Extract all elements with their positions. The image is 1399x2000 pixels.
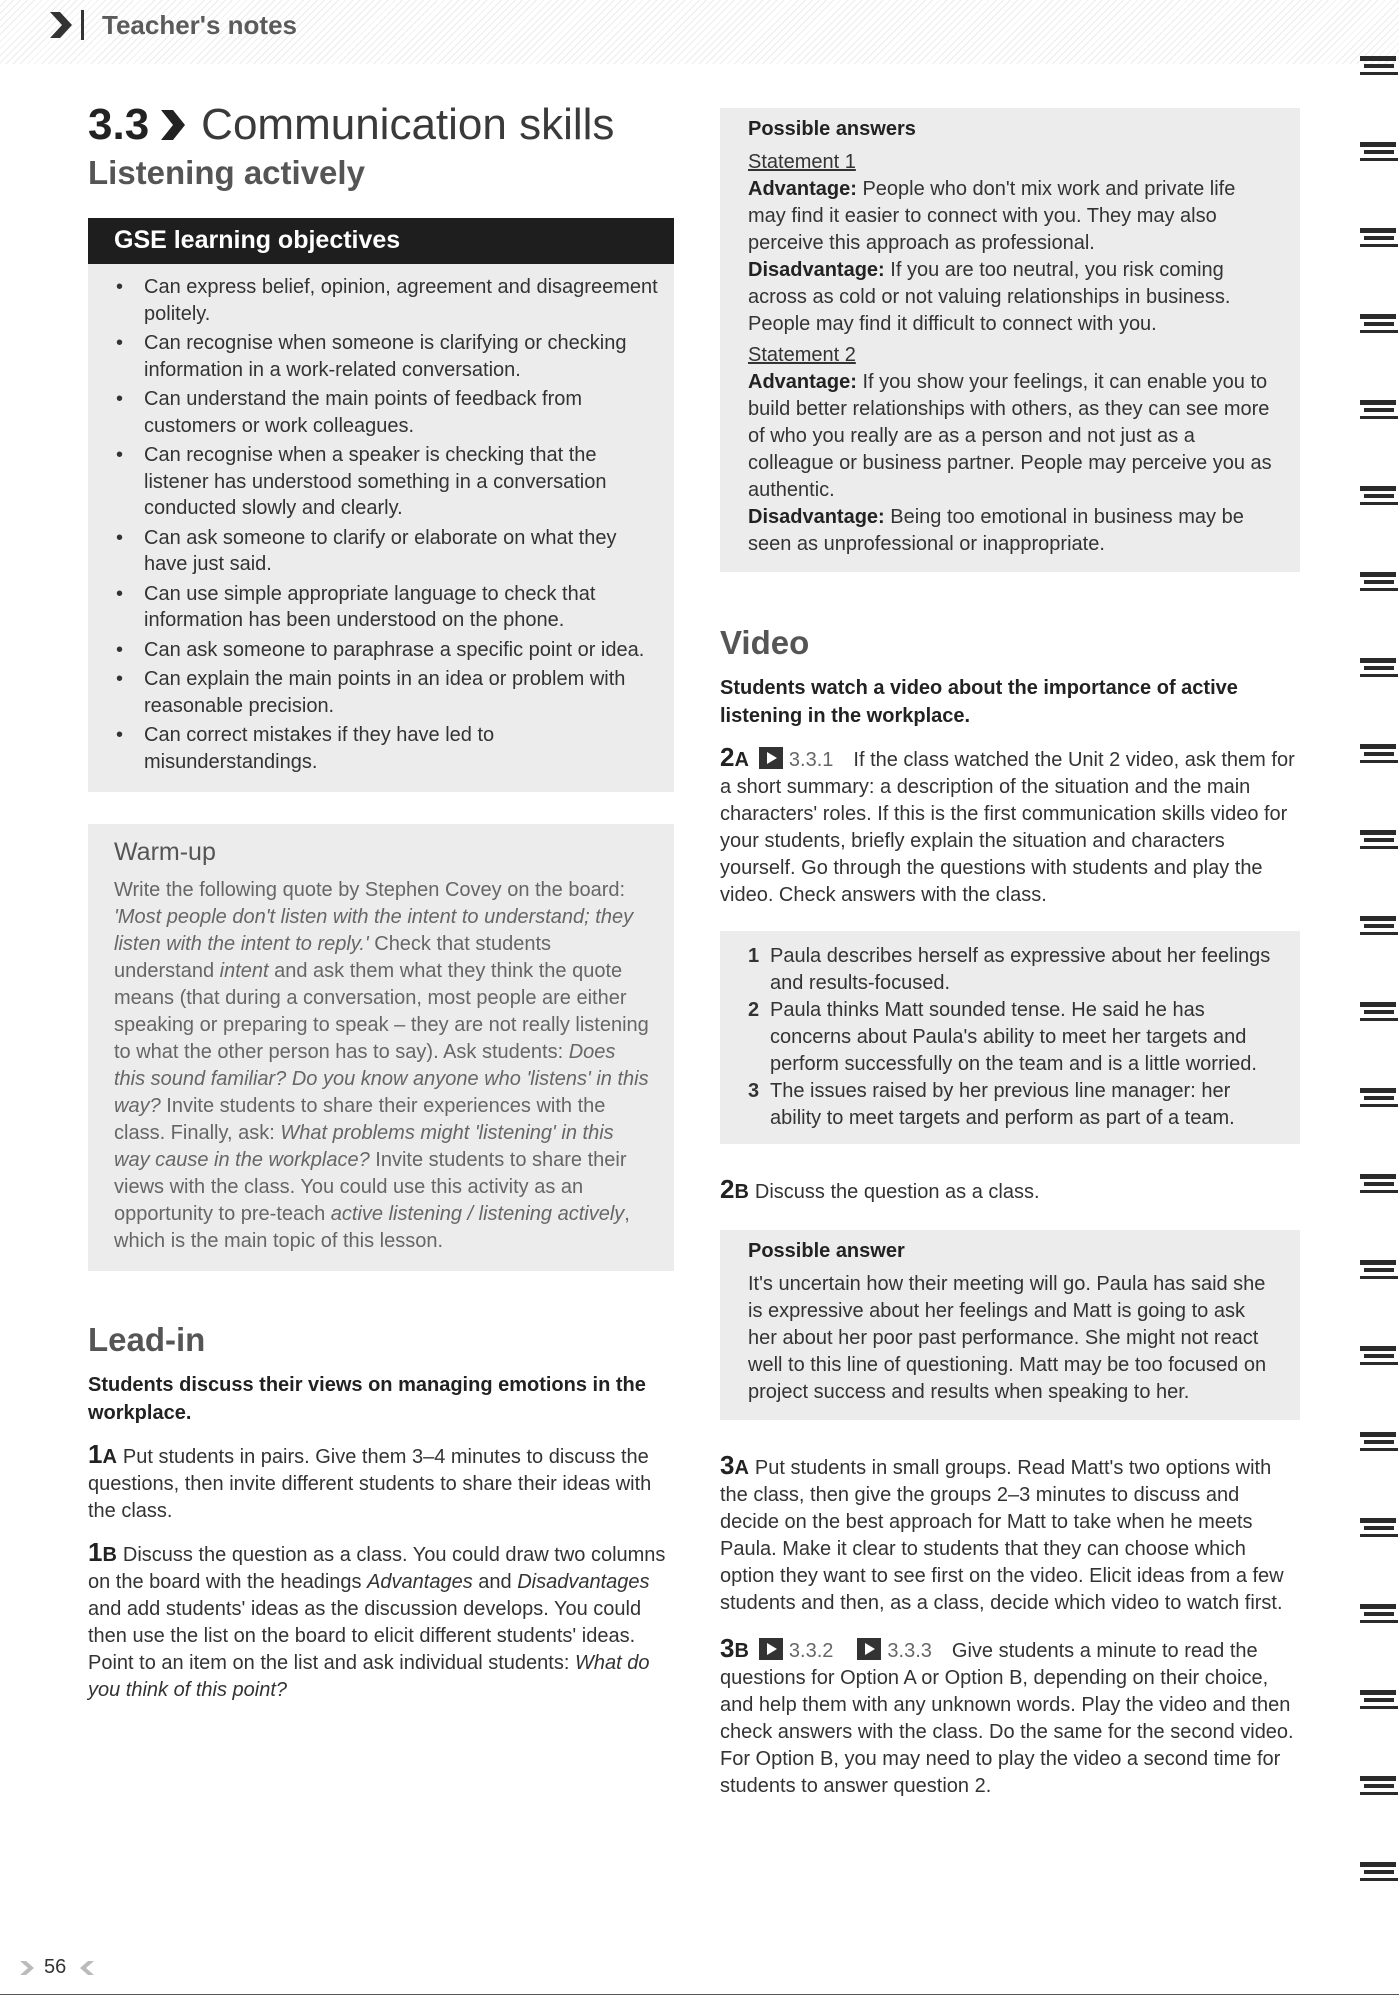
answer-item: 2 Paula thinks Matt sounded tense. He said he has concerns about Paula's ability to meet her targets and perform successfully on the team and is a little worried. [748,999,1257,1075]
possible-answer-text: It's uncertain how their meeting will go. Paula has said she is expressive about her feelings and Matt is going to ask her about her poor past performance. She might not react well to this line of questioning. Matt may be too focused on project success and results when speaking to her. [748,1273,1267,1403]
lesson-number: 3.3 [88,100,150,149]
chevron-bar-icon [48,8,88,42]
answers-2a-box [720,931,1300,1144]
possible-answers-title: Possible answers [748,118,916,140]
gse-item: • Can recognise when someone is clarifying or checking information in a work-related conversation. [116,330,660,383]
page-number: 56 [18,1956,96,1979]
statement-1-label: Statement 1 [748,151,856,173]
warmup-text: Write the following quote by Stephen Covey on the board: 'Most people don't listen with the intent to understand; they listen with the intent to reply.' Check that students understand intent and ask them what they think the quote means (that during a conversation, most people are either speaking or preparing to speak – they are not really listening to what the other person has to say). Ask students: Does this sound familiar? Do you know anyone who 'listens' in this way? Invite students to share their experiences with the class. Finally, ask: What problems might 'listening' in this way cause in the workplace? Invite students to share their views with the class. You could use this activity as an opportunity to pre-teach active listening / listening actively, which is the main topic of this lesson. [114,879,649,1252]
lesson-title-text: Communication skills [201,100,615,149]
left-column [88,100,676,1704]
gse-item: • Can understand the main points of feedback from customers or work colleagues. [116,386,660,439]
answers-2a-list [748,943,1274,1132]
gse-item: • Can correct mistakes if they have led to misunderstandings. [116,722,660,775]
answer-item: 3 The issues raised by her previous line manager: her ability to meet targets and perform as part of a team. [748,1080,1235,1129]
possible-answer-2b-box [720,1230,1300,1420]
statement-1-advantage: Advantage: People who don't mix work and private life may find it easier to connect with you. They may also perceive this approach as professional. [748,178,1236,254]
chevron-right-icon [159,108,187,142]
video-title: Video [720,624,810,661]
gse-item: • Can ask someone to paraphrase a specific point or idea. [116,637,660,664]
gse-objectives-box [88,218,674,792]
video-play-icon [857,1638,881,1660]
answer-item: 1 Paula describes herself as expressive about her feelings and results-focused. [748,945,1271,994]
possible-answer-title: Possible answer [748,1240,905,1262]
exercise-2b: 2B Discuss the question as a class. [720,1174,1040,1204]
lesson-subtitle: Listening actively [88,154,365,191]
lesson-title [88,100,676,150]
footer-rule [0,1994,1399,1995]
exercise-1b: 1B Discuss the question as a class. You could draw two columns on the board with the headings Advantages and Disadvantages and add students' ideas as the discussion develops. You could then use the list on the board to elicit different students' ideas. Point to an item on the list and ask individual students: What do you think of this point? [88,1537,666,1701]
video-intro: Students watch a video about the importance of active listening in the workplace. [720,677,1238,727]
chevron-left-icon [74,1959,96,1977]
statement-2-label: Statement 2 [748,344,856,366]
exercise-2a: 2A 3.3.1 If the class watched the Unit 2 video, ask them for a short summary: a description of the situation and the main characters' roles. If this is the first communication skills video for your students, briefly explain the situation and characters yourself. Go through the questions with students and play the video. Check answers with the class. [720,742,1295,906]
warmup-title: Warm-up [114,838,216,866]
gse-item: • Can explain the main points in an idea or problem with reasonable precision. [116,666,660,719]
possible-answers-box [720,108,1300,572]
video-play-icon [759,747,783,769]
header-title: Teacher's notes [102,10,297,40]
gse-item: • Can use simple appropriate language to check that information has been understood on the phone. [116,581,660,634]
chevron-right-icon [18,1959,40,1977]
statement-1-disadvantage: Disadvantage: If you are too neutral, you risk coming across as cold or not valuing relationships in business. People may find it difficult to connect with you. [748,259,1231,335]
statement-2-disadvantage: Disadvantage: Being too emotional in business may be seen as unprofessional or inappropriate. [748,506,1244,555]
gse-item: • Can ask someone to clarify or elaborate on what they have just said. [116,525,660,578]
exercise-1a: 1A Put students in pairs. Give them 3–4 minutes to discuss the questions, then invite different students to share their ideas with the class. [88,1439,652,1522]
spiral-binding [1360,56,1399,1936]
statement-2-advantage: Advantage: If you show your feelings, it can enable you to build better relationships with others, as they can see more of who you really are as a person and not just as a colleague or business partner. People may perceive you as authentic. [748,371,1272,501]
right-column [720,108,1300,1800]
gse-item: • Can express belief, opinion, agreement and disagreement politely. [116,274,660,327]
gse-item: • Can recognise when a speaker is checking that the listener has understood something in a conversation conducted slowly and clearly. [116,442,660,522]
warmup-box [88,824,674,1271]
gse-list [88,264,674,792]
video-play-icon [759,1638,783,1660]
gse-heading: GSE learning objectives [88,218,674,264]
leadin-title: Lead-in [88,1321,206,1358]
exercise-3a: 3A Put students in small groups. Read Matt's two options with the class, then give the groups 2–3 minutes to discuss and decide on the best approach for Matt to take when he meets Paula. Make it clear to students that they can choose which option they want to see first on the video. Elicit ideas from a few students and then, as a class, decide which video to watch first. [720,1450,1284,1614]
exercise-3b: 3B 3.3.2 3.3.3 Give students a minute to read the questions for Option A or Option B, depending on their choice, and help them with any unknown words. Play the video and then check answers with the class. Do the same for the second video. For Option B, you may need to play the video a second time for students to answer question 2. [720,1633,1294,1797]
leadin-intro: Students discuss their views on managing emotions in the workplace. [88,1374,646,1424]
